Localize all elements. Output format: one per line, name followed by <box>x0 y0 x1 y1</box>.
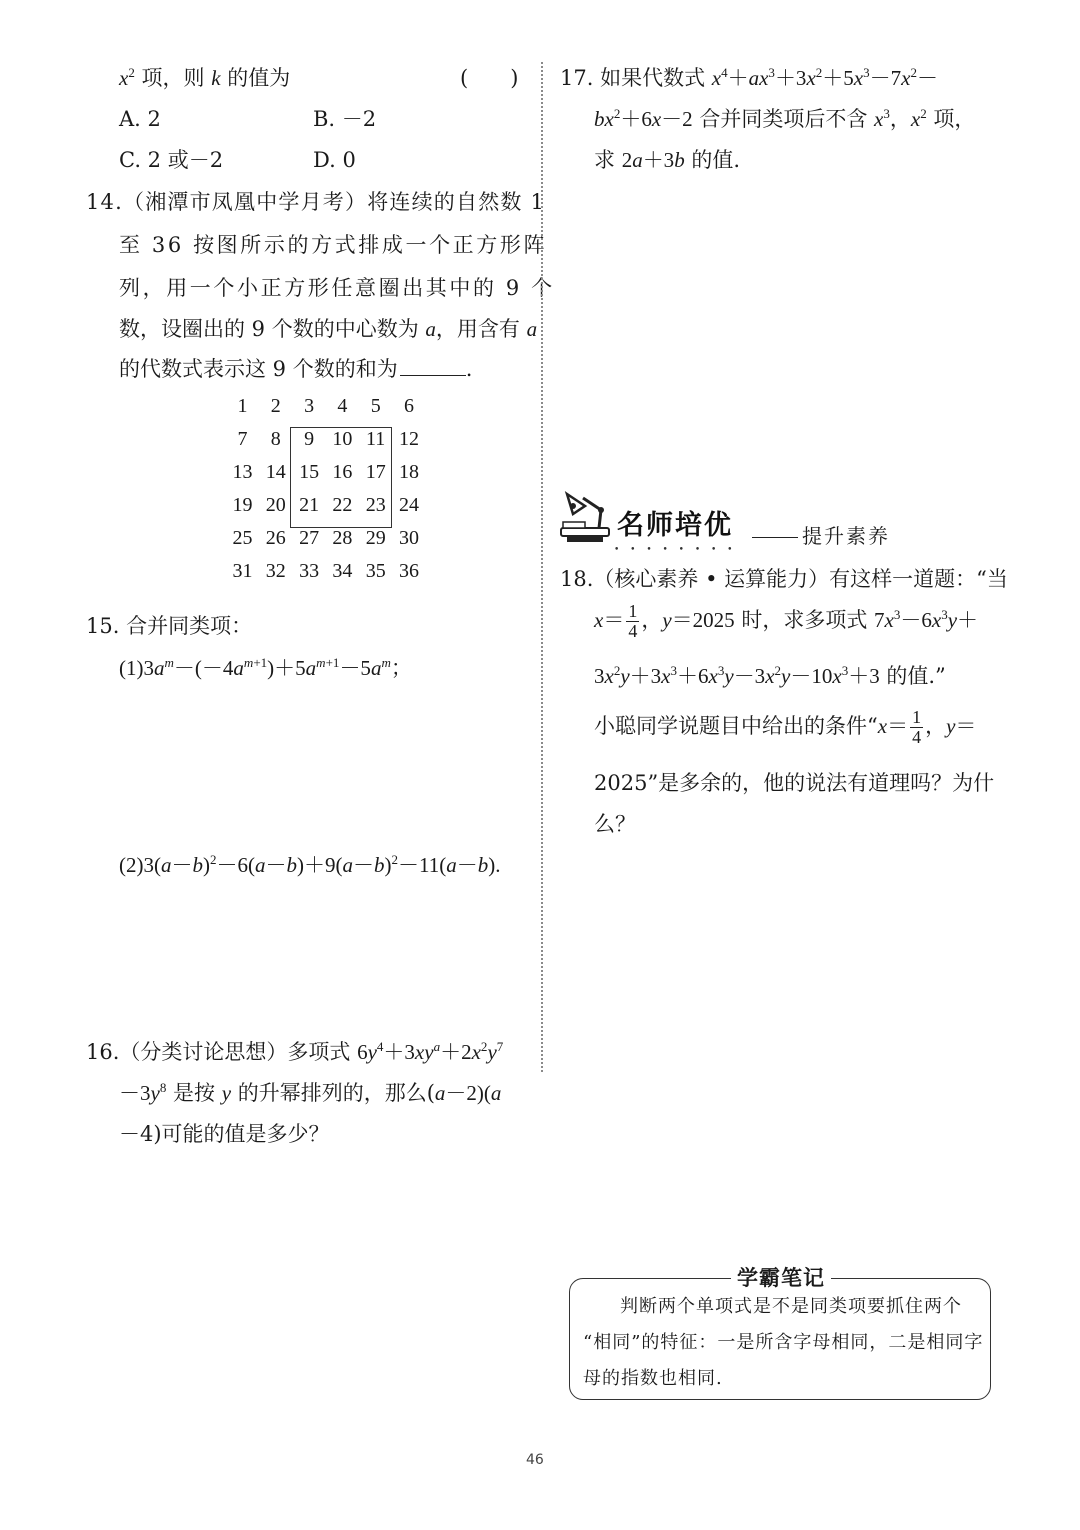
grid-cell: 14 <box>265 461 286 483</box>
grid-cell: 11 <box>366 428 386 450</box>
q18-line-1: 18.（核心素养 • 运算能力）有这样一道题：“当 <box>560 567 1008 591</box>
grid-cell: 30 <box>399 527 419 549</box>
grid-cell: 28 <box>332 527 353 549</box>
grid-cell: 27 <box>299 527 320 549</box>
q17-line-1: 17. 如果代数式 $x^4+ax^3+3x^2+5x^3-7x^2-$ <box>560 64 938 90</box>
grid-cell: 10 <box>332 428 353 450</box>
q18-line-5: 2025”是多余的，他的说法有道理吗？为什 <box>594 771 995 795</box>
banner-subtitle: 提升素养 <box>752 524 890 548</box>
grid-cell: 16 <box>332 461 353 483</box>
q13-option-c[interactable]: C. 2 或－2 <box>119 148 224 172</box>
q15-title: 15. 合并同类项： <box>86 614 253 638</box>
grid-cell: 12 <box>399 428 419 450</box>
q14-line-1: 14.（湘潭市凤凰中学月考）将连续的自然数 1 <box>86 190 546 214</box>
grid-cell: 23 <box>365 494 386 516</box>
q18-line-4: 小聪同学说题目中给出的条件“x＝ $\frac{1}{4}$ ，y＝ <box>594 707 977 747</box>
grid-cell: 1 <box>237 395 248 417</box>
notes-rule-left <box>585 1278 725 1279</box>
grid-cell: 35 <box>365 560 386 582</box>
banner-dots: • • • • • • • • <box>614 545 737 555</box>
q17-line-3: 求 2a＋3b 的值. <box>594 148 741 172</box>
q13-stem: $x^2$ 项，则 k 的值为 <box>119 64 291 90</box>
q18-line-2: x＝ $\frac{1}{4}$ ，y＝2025 时，求多项式 $7x^3-6x^3y+$ <box>594 601 979 641</box>
grid-cell: 5 <box>370 395 381 417</box>
q17-line-2: $bx^2+6x-2$ 合并同类项后不含 $x^3$，$x^2$ 项， <box>594 105 976 131</box>
q16-line-3: －4)可能的值是多少？ <box>119 1122 330 1146</box>
grid-cell: 4 <box>337 395 348 417</box>
grid-cell: 13 <box>232 461 253 483</box>
study-notes-line-1: 判断两个单项式是不是同类项要抓住两个 <box>620 1296 962 1317</box>
q13-option-a[interactable]: A. 2 <box>119 107 161 131</box>
grid-cell: 7 <box>237 428 248 450</box>
q14-line-3: 列，用一个小正方形任意圈出其中的 9 个 <box>119 276 555 300</box>
grid-cell: 25 <box>232 527 253 549</box>
q14-line-2: 至 36 按图所示的方式排成一个正方形阵 <box>119 233 548 257</box>
desk-lamp-icon <box>553 488 615 548</box>
banner-title: 名师培优 <box>617 510 733 541</box>
grid-cell: 15 <box>299 461 320 483</box>
grid-cell: 2 <box>270 395 281 417</box>
grid-cell: 19 <box>232 494 253 516</box>
q14-line-4: 数，设圈出的 9 个数的中心数为 a，用含有 a <box>119 317 538 341</box>
grid-cell: 21 <box>299 494 320 516</box>
study-notes-line-3: 母的指数也相同. <box>583 1368 723 1389</box>
column-divider <box>541 62 543 1072</box>
grid-cell: 9 <box>304 428 315 450</box>
q15-part-1: $(1)3a^m-(-4a^{m+1})+5a^{m+1}-5a^m$； <box>119 654 412 680</box>
study-notes-line-2: “相同”的特征：一是所含字母相同，二是相同字 <box>583 1332 984 1353</box>
grid-cell: 29 <box>365 527 386 549</box>
grid-cell: 8 <box>270 428 281 450</box>
grid-cell: 18 <box>399 461 419 483</box>
notes-rule-right <box>835 1278 975 1279</box>
grid-cell: 36 <box>399 560 419 582</box>
grid-cell: 33 <box>299 560 320 582</box>
grid-cell: 6 <box>404 395 414 417</box>
grid-cell: 31 <box>232 560 253 582</box>
selection-square <box>290 427 392 528</box>
q15-part-2: $(2)3(a-b)^2-6(a-b)+9(a-b)^2-11(a-b)$. <box>119 851 501 877</box>
q13-answer-bracket[interactable]: ( ) <box>460 66 519 90</box>
study-notes-title: 学霸笔记 <box>731 1266 831 1291</box>
grid-cell: 17 <box>365 461 386 483</box>
grid-cell: 26 <box>265 527 286 549</box>
grid-cell: 24 <box>399 494 419 516</box>
q13-option-b[interactable]: B. －2 <box>313 107 377 131</box>
q18-line-6: 么？ <box>594 812 636 836</box>
q18-line-3: $3x^2y+3x^3+6x^3y-3x^2y-10x^3+3$ 的值.” <box>594 662 946 688</box>
page-number: 46 <box>526 1452 544 1468</box>
q16-line-1: 16.（分类讨论思想）多项式 $6y^4+3xy^a+2x^2y^7$ <box>86 1038 504 1064</box>
q14-line-5: 的代数式表示这 9 个数的和为 . <box>119 357 473 381</box>
grid-cell: 32 <box>265 560 286 582</box>
grid-cell: 34 <box>332 560 353 582</box>
grid-cell: 3 <box>304 395 315 417</box>
grid-cell: 22 <box>332 494 353 516</box>
q14-answer-blank[interactable] <box>400 374 466 376</box>
grid-cell: 20 <box>265 494 286 516</box>
q13-option-d[interactable]: D. 0 <box>313 148 356 172</box>
q16-line-2: $-3y^8$ 是按 y 的升幂排列的，那么(a－2)(a <box>119 1079 502 1105</box>
